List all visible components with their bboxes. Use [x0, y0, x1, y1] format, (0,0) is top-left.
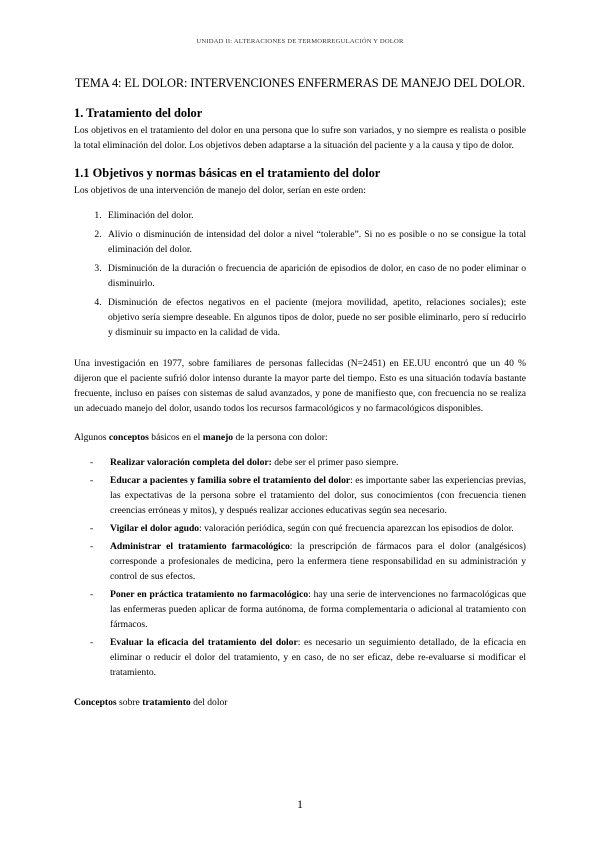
section-heading-1-1: 1.1 Objetivos y normas básicas en el tratamiento del dolor [74, 166, 381, 180]
list-item: - Administrar el tratamiento farmacológico: la prescripción de fármacos para el dolor (analgésicos) corresponde a profesionales de medicina, pero la enfermera tiene responsabilidad en su administración y control de sus efectos. [90, 541, 526, 582]
list-item: 3. Disminución de la duración o frecuencia de aparición de episodios de dolor, en caso de no poder eliminar o disminuirlo. [104, 261, 526, 291]
page-number: 1 [297, 797, 303, 811]
section-1-paragraph: Los objetivos en el tratamiento del dolor en una persona que lo sufre son variados, y no siempre es realista o posible la total eliminación del dolor. Los objetivos deben adaptarse a la situación del paciente y a la causa y tipo de dolor. [74, 125, 526, 151]
list-item: 4. Disminución de efectos negativos en el paciente (mejora movilidad, apetito, relaciones sociales); este objetivo sería siempre deseable. En algunos tipos de dolor, puede no ser posible eliminarlo, pero sí reducirlo y disminuir su impacto en la calidad de vida. [104, 295, 526, 340]
list-item: - Educar a pacientes y familia sobre el tratamiento del dolor: es importante saber las experiencias previas, las expectativas de la persona sobre el tratamiento del dolor, sus conocimientos (con frecuencia tienen creencias erróneas y mitos), y después realizar acciones educativas según sea necesario. [90, 475, 526, 516]
list-item: 2. Alivio o disminución de intensidad del dolor a nivel “tolerable”. Si no es posible o no se consigue la total eliminación del dolor. [104, 227, 526, 257]
running-header: UNIDAD II: ALTERACIONES DE TERMORREGULACIÓN Y DOLOR [196, 38, 404, 45]
section-heading-1: 1. Tratamiento del dolor [74, 106, 203, 120]
objectives-list [74, 208, 526, 340]
treatment-concepts-heading: Conceptos sobre tratamiento del dolor [74, 697, 228, 708]
list-item: - Evaluar la eficacia del tratamiento del dolor: es necesario un seguimiento detallado, de la eficacia en eliminar o reducir el dolor del tratamiento, y en caso, de no ser eficaz, debe re-evaluarse si modificar el tratamiento. [90, 637, 526, 678]
concepts-list [74, 455, 526, 680]
research-paragraph: Una investigación en 1977, sobre familiares de personas fallecidas (N=2451) en EE.UU encontró que un 40 % dijeron que el paciente sufrió dolor intenso durante la mayor parte del tiempo. Esto es una situación todavía bastante frecuente, incluso en países con sistemas de salud avanzados, y pone de manifiesto que, con frecuencia no se realiza un adecuado manejo del dolor, usando todos los recursos farmacológicos y no farmacológicos disponibles. [74, 358, 526, 414]
list-item: - Realizar valoración completa del dolor: debe ser el primer paso siempre. [90, 457, 399, 468]
document-body [74, 106, 526, 710]
list-item: 1. Eliminación del dolor. [104, 208, 526, 223]
list-item: - Poner en práctica tratamiento no farmacológico: hay una serie de intervenciones no farmacológicas que las enfermeras pueden aplicar de forma autónoma, de forma complementaria o adicional al tratamiento con fármacos. [90, 589, 526, 630]
section-1-1-intro: Los objetivos de una intervención de manejo del dolor, serían en este orden: [74, 185, 366, 196]
concepts-intro: Algunos conceptos básicos en el manejo de la persona con dolor: [74, 432, 328, 443]
list-item: - Vigilar el dolor agudo: valoración periódica, según con qué frecuencia aparezcan los episodios de dolor. [90, 523, 514, 534]
document-title: TEMA 4: EL DOLOR: INTERVENCIONES ENFERMERAS DE MANEJO DEL DOLOR. [74, 76, 526, 90]
